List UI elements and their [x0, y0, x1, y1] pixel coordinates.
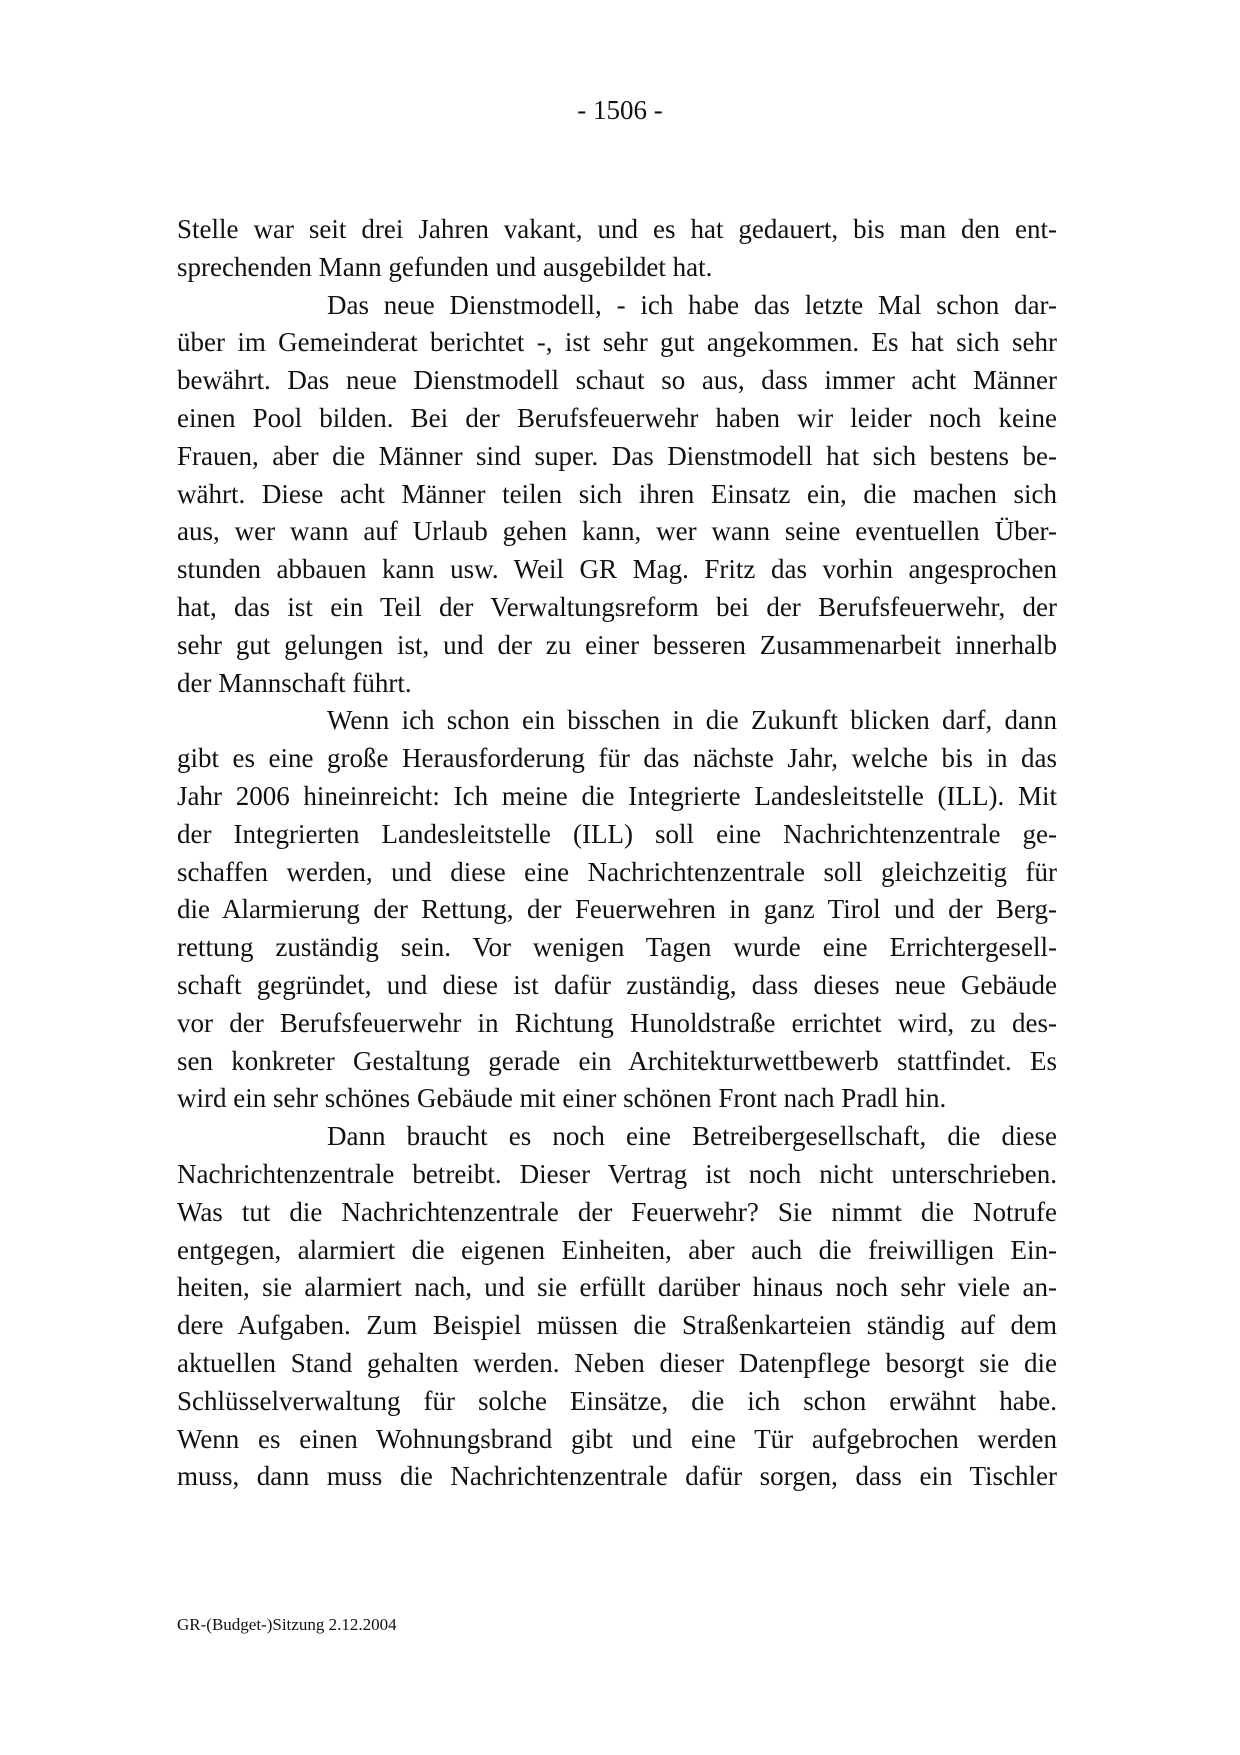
text-line: Nachrichtenzentrale betreibt. Dieser Vertrag ist noch nicht unterschrieben. — [177, 1158, 1057, 1189]
page-number: - 1506 - — [577, 95, 663, 125]
text-line: einen Pool bilden. Bei der Berufsfeuerwehr haben wir leider noch keine — [177, 402, 1057, 433]
text-line: sprechenden Mann gefunden und ausgebildet hat. — [177, 251, 713, 282]
page-footer: GR-(Budget-)Sitzung 2.12.2004 — [177, 1615, 397, 1634]
text-line: wird ein sehr schönes Gebäude mit einer schönen Front nach Pradl hin. — [177, 1083, 947, 1114]
text-line: sen konkreter Gestaltung gerade ein Architekturwettbewerb stattfindet. Es — [177, 1045, 1057, 1076]
text-line: Stelle war seit drei Jahren vakant, und es hat gedauert, bis man den ent- — [177, 214, 1057, 244]
text-line: Jahr 2006 hineinreicht: Ich meine die Integrierte Landesleitstelle (ILL). Mit — [177, 780, 1057, 811]
text-line: Schlüsselverwaltung für solche Einsätze, die ich schon erwähnt habe. — [177, 1385, 1057, 1416]
text-line: Wenn es einen Wohnungsbrand gibt und eine Tür aufgebrochen werden — [177, 1423, 1057, 1454]
text-line: der Integrierten Landesleitstelle (ILL) soll eine Nachrichtenzentrale ge- — [177, 818, 1057, 849]
text-line: bewährt. Das neue Dienstmodell schaut so aus, dass immer acht Männer — [177, 365, 1057, 396]
text-line: der Mannschaft führt. — [177, 667, 412, 698]
text-line: schaffen werden, und diese eine Nachrichtenzentrale soll gleichzeitig für — [177, 856, 1057, 887]
text-line: Wenn ich schon ein bisschen in die Zukunft blicken darf, dann — [327, 705, 1057, 736]
text-line: Dann braucht es noch eine Betreibergesellschaft, die diese — [327, 1121, 1057, 1152]
text-line: dere Aufgaben. Zum Beispiel müssen die Straßenkarteien ständig auf dem — [177, 1310, 1057, 1341]
text-line: aus, wer wann auf Urlaub gehen kann, wer wann seine eventuellen Über- — [177, 516, 1057, 547]
text-line: Das neue Dienstmodell, - ich habe das letzte Mal schon dar- — [327, 289, 1057, 320]
text-line: über im Gemeinderat berichtet -, ist sehr gut angekommen. Es hat sich sehr — [177, 327, 1057, 358]
text-line: rettung zuständig sein. Vor wenigen Tagen wurde eine Errichtergesell- — [177, 932, 1057, 963]
text-line: entgegen, alarmiert die eigenen Einheiten, aber auch die freiwilligen Ein- — [177, 1234, 1057, 1265]
text-line: aktuellen Stand gehalten werden. Neben dieser Datenpflege besorgt sie die — [177, 1347, 1057, 1378]
text-line: gibt es eine große Herausforderung für das nächste Jahr, welche bis in das — [177, 743, 1057, 774]
text-line: schaft gegründet, und diese ist dafür zuständig, dass dieses neue Gebäude — [177, 969, 1057, 1000]
text-line: vor der Berufsfeuerwehr in Richtung Hunoldstraße errichtet wird, zu des- — [177, 1007, 1057, 1038]
text-line: stunden abbauen kann usw. Weil GR Mag. Fritz das vorhin angesprochen — [177, 554, 1057, 585]
text-line: heiten, sie alarmiert nach, und sie erfüllt darüber hinaus noch sehr viele an- — [177, 1272, 1057, 1303]
text-line: muss, dann muss die Nachrichtenzentrale dafür sorgen, dass ein Tischler — [177, 1461, 1057, 1492]
text-line: die Alarmierung der Rettung, der Feuerwehren in ganz Tirol und der Berg- — [177, 894, 1057, 925]
text-line: Was tut die Nachrichtenzentrale der Feuerwehr? Sie nimmt die Notrufe — [177, 1196, 1057, 1227]
text-line: Frauen, aber die Männer sind super. Das Dienstmodell hat sich bestens be- — [177, 440, 1057, 471]
text-line: sehr gut gelungen ist, und der zu einer besseren Zusammenarbeit innerhalb — [177, 629, 1057, 660]
text-line: hat, das ist ein Teil der Verwaltungsreform bei der Berufsfeuerwehr, der — [177, 591, 1057, 622]
text-line: währt. Diese acht Männer teilen sich ihren Einsatz ein, die machen sich — [177, 478, 1057, 509]
body-text — [177, 211, 1057, 1496]
